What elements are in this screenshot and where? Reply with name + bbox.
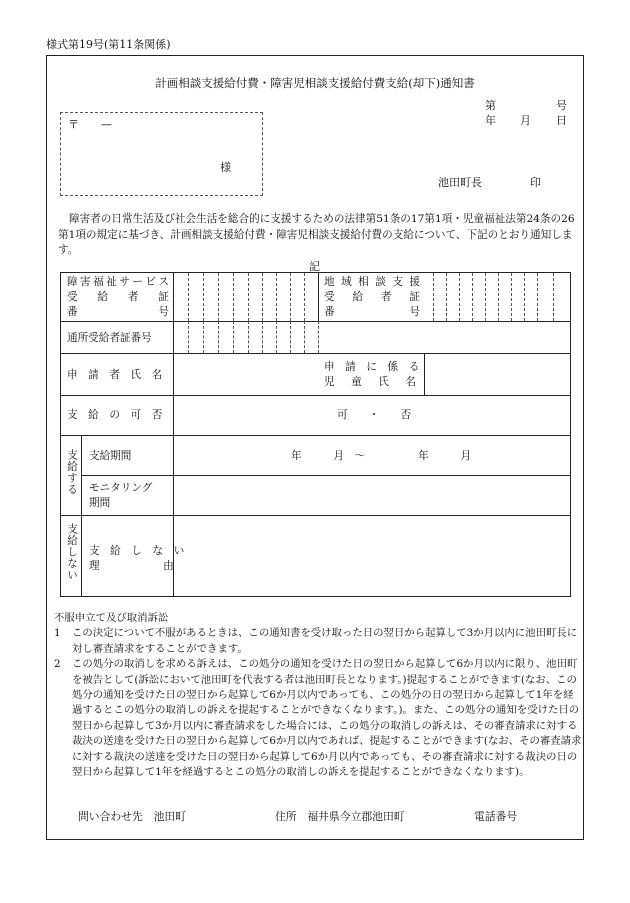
approval-label: 支 給 の 可 否 <box>67 409 163 421</box>
honorific-sama: 様 <box>220 161 231 174</box>
chiiki-no-label-2: 受 給 者 証 <box>324 291 420 303</box>
details-table <box>60 272 571 597</box>
recipient-no-label-3: 番 号 <box>67 306 169 318</box>
chiiki-no-label-3: 番 号 <box>324 306 420 318</box>
monitoring-label-2: 期間 <box>89 497 111 509</box>
reason-label-1: 支 給 し な い <box>89 545 185 557</box>
recipient-no-label-2: 受 給 者 証 <box>67 291 169 303</box>
note-text: この決定について不服があるときは、この通知書を受け取った日の翌日から起算して3か月以内に池田町長に対し審査請求をすることができます。 <box>72 627 578 655</box>
notes-heading: 不服申立て及び取消訴訟 <box>54 612 169 624</box>
contact-phone: 電話番号 <box>474 810 518 823</box>
form-number: 様式第19号(第11条関係) <box>46 38 171 51</box>
number-go: 号 <box>556 99 567 112</box>
period-value: 年 月 ～ 年 月 <box>291 450 472 462</box>
child-name-label-2: 児 童 氏 名 <box>324 376 416 388</box>
body-text: 障害者の日常生活及び社会生活を総合的に支援するための法律第51条の17第1項・児童福祉法第24条の26第1項の規定に基づき、計画相談支援給付費・障害児相談支援給付費の支給について、下記のとおり通知します。 <box>58 213 575 256</box>
note-number: 1 <box>54 627 61 640</box>
body-paragraph <box>58 212 580 259</box>
applicant-label: 申 請 者 氏 名 <box>67 369 163 381</box>
issuer-mayor: 池田町長 <box>438 176 482 189</box>
child-name-label-1: 申 請 に 係 る <box>324 361 420 373</box>
period-label: 支給期間 <box>89 450 132 462</box>
seal-mark: 印 <box>530 176 541 189</box>
approval-value: 可 ・ 否 <box>337 409 412 421</box>
date-year: 年 <box>485 114 496 127</box>
date-day: 日 <box>556 114 567 127</box>
contact-inquiry: 問い合わせ先 池田町 <box>78 810 186 823</box>
tsusho-no-label: 通所受給者証番号 <box>67 332 152 344</box>
number-dai: 第 <box>485 99 496 112</box>
shikyu-shinai-label: 支給しない <box>66 523 78 581</box>
date-month: 月 <box>520 114 531 127</box>
shikyu-suru-label: 支給する <box>66 449 78 496</box>
reason-label-2: 理 由 <box>89 560 174 572</box>
note-item-2 <box>54 657 582 780</box>
note-text: この処分の取消しを求める訴えは、この処分の通知を受けた日の翌日から起算して6か月以内に限り、池田町を被告として(訴訟において池田町を代表する者は池田町長となります。)提起することができます(なお、この処分の通知を受けた日の翌日から起算して6か月以内であっても、この処分の日の翌日から起算して1年を経過するとこの処分の取消しの訴えを提起することができなくなります。)。また、この処分の通知を受けた日の翌日から起算して3か月以内に審査請求をした場合には、この処分の取消しの訴えは、その審査請求に対する裁決の送達を受けた日の翌日から起算して6か月以内であれば、提起することができます(なお、その審査請求に対する裁決の送達を受けた日の翌日から起算して6か月以内であっても、その審査請求に対する裁決の日の翌日から起算して1年を経過するとこの処分の取消しの訴えを提起することができなくなります)。 <box>72 658 582 779</box>
ki-heading: 記 <box>309 260 320 273</box>
chiiki-no-label-1: 地域相談支援 <box>324 276 420 288</box>
monitoring-label-1: モニタリング <box>89 482 153 494</box>
appeal-notes <box>54 611 582 780</box>
document-title: 計画相談支援給付費・障害児相談支援給付費支給(却下)通知書 <box>155 76 475 90</box>
contact-address: 住所 福井県今立郡池田町 <box>275 810 405 823</box>
recipient-no-label-1: 障害福祉サービス <box>67 276 169 288</box>
note-item-1 <box>54 626 582 657</box>
postal-code: 〒 — <box>68 118 112 131</box>
note-number: 2 <box>54 658 61 671</box>
